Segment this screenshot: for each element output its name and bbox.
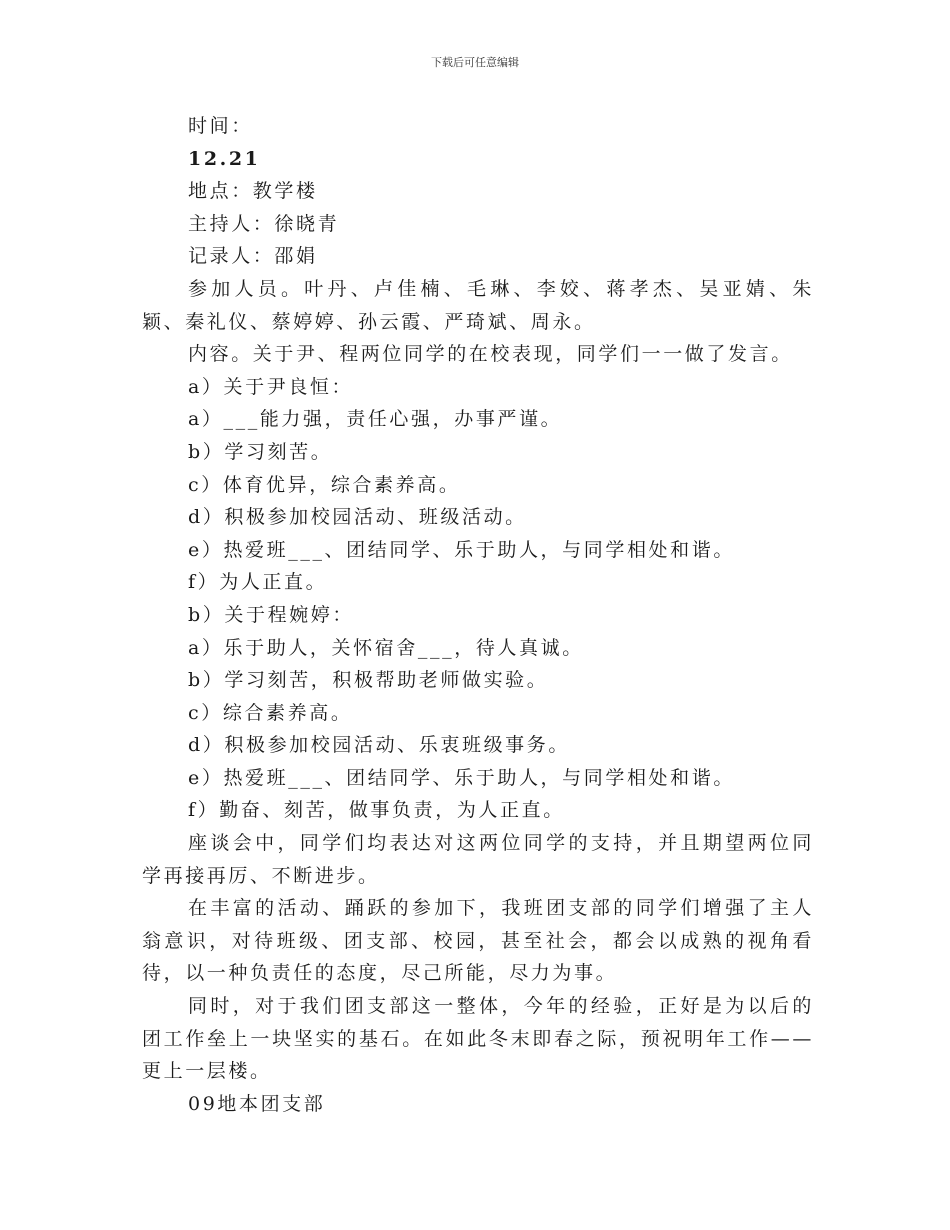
summary-paragraph: 座谈会中，同学们均表达对这两位同学的支持，并且期望两位同学再接再厉、不断进步。 [142,832,814,887]
signature: 09地本团支部 [188,1092,326,1115]
list-item: b）学习刻苦，积极帮助老师做实验。 [188,669,549,692]
section-heading-b: b）关于程婉婷： [188,603,354,626]
summary-paragraph: 同时，对于我们团支部这一整体，今年的经验，正好是为以后的团工作垒上一块坚实的基石。在如此冬末即春之际，预祝明年工作——更上一层楼。 [142,995,814,1083]
content-intro: 内容。关于尹、程两位同学的在校表现，同学们一一做了发言。 [188,343,793,366]
list-item: a）___能力强，责任心强，办事严谨。 [188,408,563,431]
time-label: 时间： [188,115,253,137]
list-item: e）热爱班___、团结同学、乐于助人，与同学相处和谐。 [188,538,735,561]
list-item: e）热爱班___、团结同学、乐于助人，与同学相处和谐。 [188,766,735,789]
document-body [142,110,814,1120]
page-header-note: 下载后可任意编辑 [431,56,519,69]
list-item: d）积极参加校园活动、班级活动。 [188,506,527,529]
meeting-recorder: 记录人：邵娟 [188,245,318,268]
list-item: d）积极参加校园活动、乐衷班级事务。 [188,734,570,757]
list-item: b）学习刻苦。 [188,440,333,463]
list-item: a）乐于助人，关怀宿舍___，待人真诚。 [188,636,584,659]
meeting-date: 12.21 [188,147,261,170]
participants-paragraph: 参加人员。叶丹、卢佳楠、毛琳、李姣、蒋孝杰、吴亚婧、朱颖、秦礼仪、蔡婷婷、孙云霞、严琦斌、周永。 [142,277,814,333]
section-heading-a: a）关于尹良恒： [188,375,354,398]
meeting-location: 地点：教学楼 [188,180,318,203]
list-item: f）勤奋、刻苦，做事负责，为人正直。 [188,799,565,822]
list-item: c）体育优异，综合素养高。 [188,473,461,496]
summary-paragraph: 在丰富的活动、踊跃的参加下，我班团支部的同学们增强了主人翁意识，对待班级、团支部、校园，甚至社会，都会以成熟的视角看待，以一种负责任的态度，尽己所能，尽力为事。 [142,897,814,985]
meeting-host: 主持人：徐晓青 [188,212,340,235]
list-item: c）综合素养高。 [188,701,353,724]
list-item: f）为人正直。 [188,571,328,594]
